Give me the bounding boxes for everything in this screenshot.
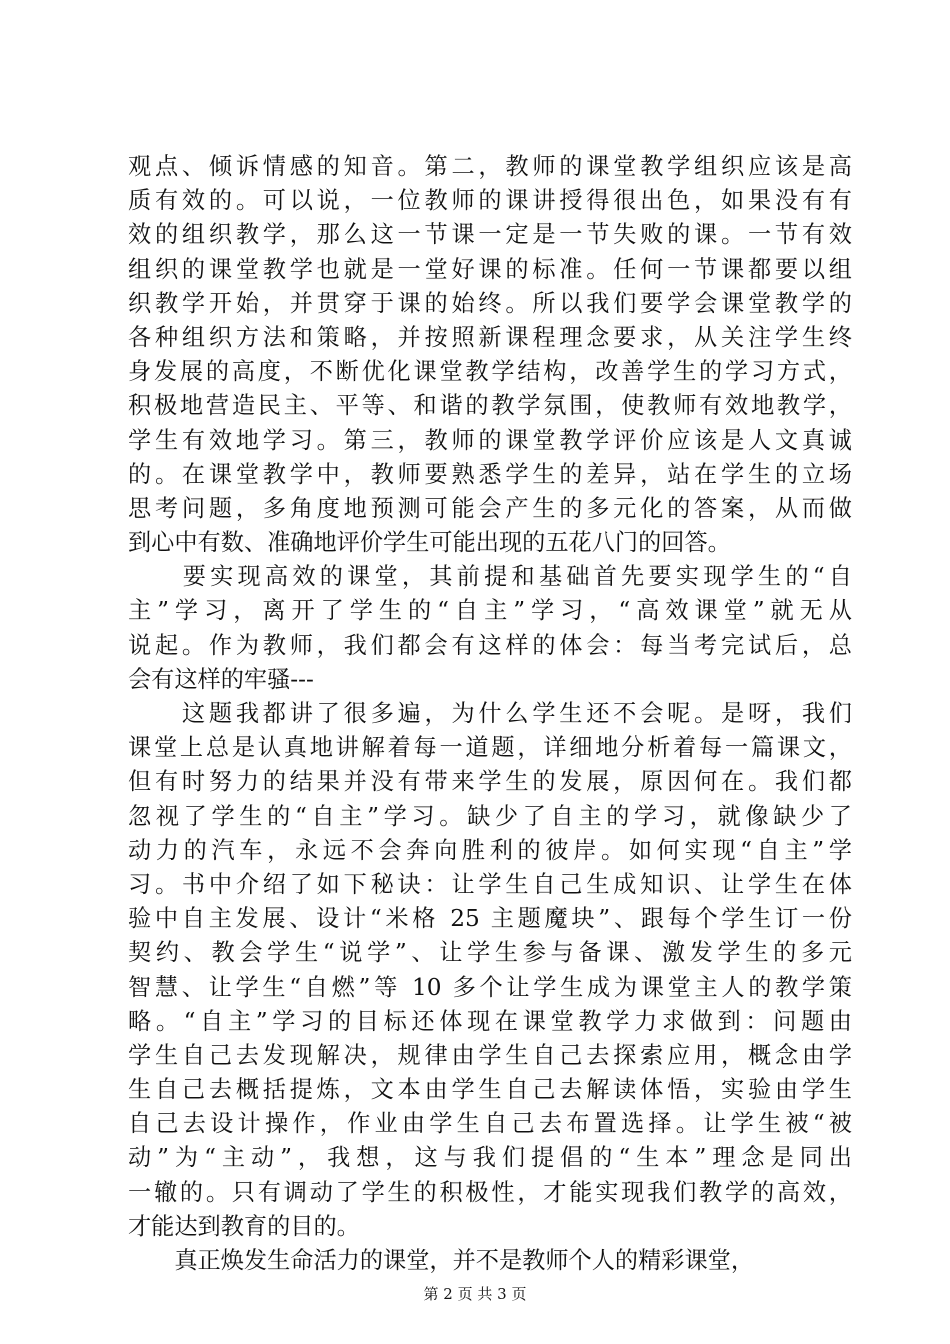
text-line: 忽视了学生的“自主”学习。缺少了自主的学习，就像缺少了	[128, 802, 852, 830]
text-line: 会有这样的牢骚---	[128, 665, 314, 693]
text-line: 思考问题，多角度地预测可能会产生的多元化的答案，从而做	[128, 494, 852, 522]
text-line: 自己去设计操作，作业由学生自己去布置选择。让学生被“被	[128, 1110, 852, 1138]
text-line: 才能达到教育的目的。	[128, 1212, 360, 1240]
text-line: 主”学习，离开了学生的“自主”学习，“高效课堂”就无从	[128, 597, 852, 625]
text-line: 质有效的。可以说，一位教师的课讲授得很出色，如果没有有	[128, 187, 852, 215]
text-line: 动力的汽车，永远不会奔向胜利的彼岸。如何实现“自主”学	[128, 836, 852, 864]
text-line: 到心中有数、准确地评价学生可能出现的五花八门的回答。	[128, 529, 731, 557]
text-line: 动”为“主动”，我想，这与我们提倡的“生本”理念是同出	[128, 1144, 852, 1172]
text-line: 略。“自主”学习的目标还体现在课堂教学力求做到：问题由	[128, 1007, 852, 1035]
text-line: 课堂上总是认真地讲解着每一道题，详细地分析着每一篇课文，	[128, 734, 852, 762]
page-footer: 第 2 页 共 3 页	[423, 1285, 527, 1303]
text-line: 契约、教会学生“说学”、让学生参与备课、激发学生的多元	[128, 939, 852, 967]
text-line: 的。在课堂教学中，教师要熟悉学生的差异，站在学生的立场	[128, 460, 852, 488]
text-line: 智慧、让学生“自燃”等 10 多个让学生成为课堂主人的教学策	[128, 973, 852, 1001]
text-line: 效的组织教学，那么这一节课一定是一节失败的课。一节有效	[128, 221, 852, 249]
text-line: 真正焕发生命活力的课堂，并不是教师个人的精彩课堂，	[128, 1247, 755, 1274]
text-line: 验中自主发展、设计“米格 25 主题魔块”、跟每个学生订一份	[128, 905, 852, 933]
text-line: 学生自己去发现解决，规律由学生自己去探索应用，概念由学	[128, 1041, 852, 1069]
text-line: 生自己去概括提炼，文本由学生自己去解读体悟，实验由学生	[128, 1076, 852, 1104]
text-line: 要实现高效的课堂，其前提和基础首先要实现学生的“自	[128, 563, 852, 591]
text-line: 组织的课堂教学也就是一堂好课的标准。任何一节课都要以组	[128, 255, 852, 283]
text-line: 学生有效地学习。第三，教师的课堂教学评价应该是人文真诚	[128, 426, 852, 454]
text-line: 各种组织方法和策略，并按照新课程理念要求，从关注学生终	[128, 323, 852, 351]
text-line: 一辙的。只有调动了学生的积极性，才能实现我们教学的高效，	[128, 1178, 852, 1206]
text-line: 习。书中介绍了如下秘诀：让学生自己生成知识、让学生在体	[128, 870, 852, 898]
text-line: 织教学开始，并贯穿于课的始终。所以我们要学会课堂教学的	[128, 289, 852, 317]
body-text	[128, 150, 852, 1278]
text-line: 身发展的高度，不断优化课堂教学结构，改善学生的学习方式，	[128, 358, 852, 386]
text-line: 积极地营造民主、平等、和谐的教学氛围，使教师有效地教学，	[128, 392, 852, 420]
text-line: 说起。作为教师，我们都会有这样的体会：每当考完试后，总	[128, 631, 852, 659]
text-line: 观点、倾诉情感的知音。第二，教师的课堂教学组织应该是高	[128, 153, 852, 180]
text-line: 但有时努力的结果并没有带来学生的发展，原因何在。我们都	[128, 768, 852, 796]
text-line: 这题我都讲了很多遍，为什么学生还不会呢。是呀，我们	[128, 700, 852, 727]
